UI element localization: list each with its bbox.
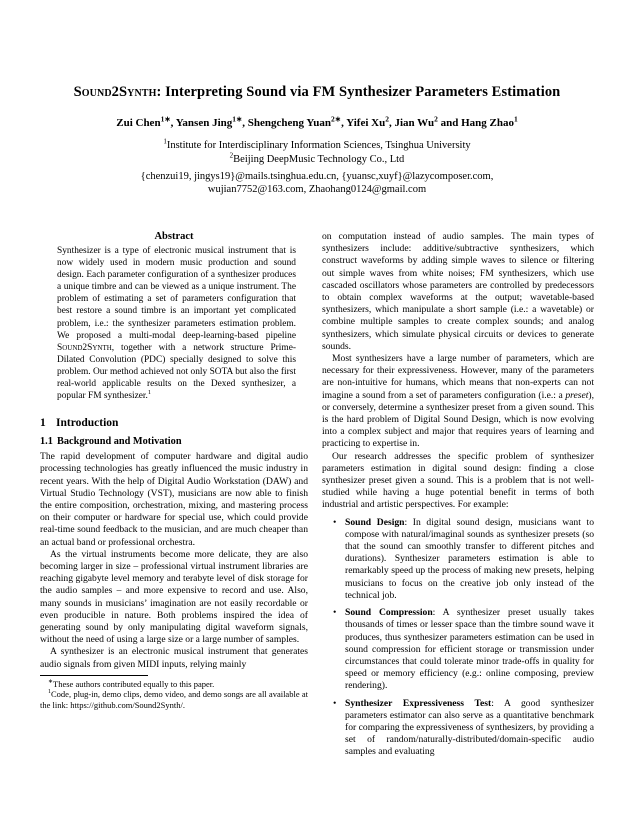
paragraph: As the virtual instruments become more delicate, they are also becoming larger in size – professional virtual instrument libraries are reaching gigabyte level memory and terabyte level of disk storage for the audio samples – and more expensive to record and use. Also, many sounds in musicians’ imagination are not easily recordable or even producible in nature. Both problems inspired the idea of generating sound by only manipulating digital waveform signals, without the need of using a large size or a large number of samples.	[40, 548, 308, 646]
author-superscript: 1∗	[160, 114, 171, 124]
author-name: Zui Chen	[116, 117, 161, 129]
bullet-item-expressiveness-test	[333, 697, 595, 759]
bullet-icon: •	[333, 697, 337, 709]
footnote-marker: ∗	[48, 679, 54, 686]
affiliations	[40, 139, 594, 167]
footnote-block	[40, 675, 308, 710]
paragraph: A synthesizer is an electronic musical instrument that generates audio signals from given MIDI inputs, relying mainly	[40, 646, 308, 670]
author-separator: ,	[388, 117, 395, 129]
author	[341, 114, 389, 129]
email-line: wujian7752@163.com, Zhaohang0124@gmail.com	[207, 184, 427, 195]
italic-term-preset: preset	[565, 389, 589, 401]
bullet-item-sound-design	[333, 516, 594, 602]
column-right	[322, 231, 594, 764]
footnote-text: These authors contributed equally to this paper.	[53, 678, 215, 689]
paper-title	[40, 82, 594, 102]
column-left	[40, 231, 308, 764]
author	[170, 114, 243, 129]
footnote-marker: 1	[48, 689, 51, 696]
author-superscript: 1	[514, 114, 518, 124]
bullet-label: Sound Design	[345, 516, 405, 528]
footnote-divider	[40, 675, 148, 676]
paragraph-part: ), or conversely, determine a synthesizer preset from a given sound. This is the hard problem of Digital Sound Design, which is now evolving into a complex subject and major that requires years of learning and practicing to expertise in.	[322, 389, 594, 450]
subsection-heading-background	[40, 436, 308, 447]
bullet-label: Sound Compression	[345, 607, 433, 619]
paragraph	[322, 353, 594, 451]
author-superscript: 1∗	[232, 114, 243, 124]
affiliation-text: Institute for Interdisciplinary Information Sciences, Tsinghua University	[166, 140, 471, 151]
affiliation-text: Beijing DeepMusic Technology Co., Ltd	[233, 154, 405, 165]
bullet-item-sound-compression	[333, 607, 594, 692]
author	[437, 114, 518, 129]
bullet-text: : A good synthesizer parameters estimator can also serve as a quantitative benchmark for comparing the expressiveness of synthesizers, by providing a set of random/naturally-distributed/domain-specific audio samples and evaluating	[345, 697, 595, 758]
affiliation-line	[40, 153, 594, 167]
footnote-text: .	[182, 699, 185, 710]
section-title: Introduction	[56, 417, 119, 430]
author-separator: ,	[341, 117, 347, 129]
abstract-part2: , together with a network structure Prime-Dilated Convolution (PDC) specially designed to solve this problem. Our method achieved not only SOTA but also the first real-world applicable results on the Dexed synthesizer, a popular FM synthesizer.	[57, 342, 296, 402]
authors-line	[40, 116, 594, 130]
bullet-text: : In digital sound design, musicians want to compose with natural/imaginal sounds as synthesizer presets (so that the sound can smoothly transfer to different pitches and durations). Synthesizer parameters estimation is able to remarkably speed up the process of making new presets, helping musicians to focus on the creative job only instead of the technical job.	[345, 516, 594, 601]
author-superscript: 2	[434, 114, 438, 124]
abstract-footnote-marker: 1	[147, 389, 152, 396]
subsection-number: 1.1	[40, 436, 53, 448]
bullet-icon: •	[333, 607, 337, 619]
paragraph: The rapid development of computer hardware and digital audio processing technologies has greatly influenced the music industry in recent years. With the help of Digital Audio Workstation (DAW) and Virtual Studio Technology (VST), musicians are now able to finish the entire composition, orchestration, mixing, and mastering process on their computer or hardware for special use, which could provide real-time sound feedback to the musician, and are much cheaper than an actual band or professional orchestra.	[40, 451, 308, 548]
author-separator: and	[437, 117, 462, 129]
emails-block	[40, 170, 594, 196]
author-name: Hang Zhao	[461, 117, 514, 129]
author-separator: ,	[242, 117, 248, 129]
paragraph-part: Most synthesizers have a large number of parameters, which are necessary for their expressiveness. However, many of the parameters are non-intuitive for humans, which means that non-experts can not imagine a sound from a set of parameters configuration (i.e.: a	[322, 353, 594, 401]
paragraph: Our research addresses the specific problem of synthesizer parameters estimation in digital sound design: finding a close synthesizer preset given a sound. This is a problem that is not well-studied while having a huge potential benefit in terms of both industrial and artistic perspectives. For example:	[322, 450, 594, 511]
section-heading-introduction	[40, 417, 308, 429]
bullet-list	[322, 517, 594, 759]
abstract-heading: Abstract	[154, 231, 194, 242]
abstract-text	[57, 245, 296, 402]
email-line: {chenzui19, jingys19}@mails.tsinghua.edu.cn, {yuansc,xuyf}@lazycomposer.com,	[140, 171, 494, 182]
affiliation-superscript: 1	[163, 137, 167, 146]
paragraph: on computation instead of audio samples. The main types of synthesizers include: additive/subtractive synthesizers, which construct waveforms by adding simple waves to silence or filtering out simple waves from white noises; FM synthesizers, which use cascaded oscillators whose parameters are controlled by predecessors to obtain complex waveforms at the output; wavetable-based synthesizers, which manipulate a short sample (i.e.: a wavetable) or combine multiple samples to create complex sounds; and analog synthesizers, which simulate physical circuits or devices to generate sounds.	[322, 231, 594, 352]
author-superscript: 2	[385, 114, 389, 124]
two-column-body	[40, 231, 594, 764]
section-number: 1	[40, 417, 46, 430]
author-separator: ,	[170, 117, 176, 129]
bullet-label: Synthesizer Expressiveness Test	[345, 697, 492, 709]
bullet-icon: •	[333, 516, 337, 528]
paper-title-rest: : Interpreting Sound via FM Synthesizer Parameters Estimation	[156, 84, 561, 100]
author	[116, 114, 171, 129]
abstract-smallcaps: Sound2Synth	[57, 342, 112, 353]
author-name: Yansen Jing	[175, 117, 233, 129]
author-name: Jian Wu	[394, 117, 435, 129]
paper-title-smallcaps: Sound2Synth	[73, 84, 157, 100]
footnote-text: Code, plug-in, demo clips, demo video, and demo songs are all available at the link:	[40, 689, 308, 710]
footnote	[40, 679, 308, 689]
bullet-text: : A synthesizer preset usually takes thousands of times or lesser space than the timbre sound wave it produces, thus synthesizer parameters estimation can be used in sound compression for efficient storage or transmission under circumstances that could tolerate minor trade-offs in quality for speed or memory efficiency (e.g.: online composing, preview rendering).	[345, 607, 594, 692]
author-name: Yifei Xu	[346, 117, 386, 129]
footnote-link[interactable]: https://github.com/Sound2Synth/	[70, 699, 183, 710]
abstract-part1: Synthesizer is a type of electronic musical instrument that is now widely used in modern music production and sound design. Each parameter configuration of a synthesizer produces a unique timbre and can be viewed as a unique instrument. The problem of estimating a set of parameters configuration that best restore a sound timbre is an important yet complicated problem, i.e.: the synthesizer parameters estimation problem. We proposed a multi-modal deep-learning-based pipeline	[57, 246, 296, 341]
author-name: Shengcheng Yuan	[247, 117, 332, 129]
author	[242, 114, 342, 129]
affiliation-line	[40, 139, 594, 153]
subsection-title: Background and Motivation	[57, 436, 182, 448]
footnote	[40, 689, 308, 710]
affiliation-superscript: 2	[229, 151, 234, 160]
author-superscript: 2∗	[331, 114, 342, 124]
author	[388, 114, 438, 129]
